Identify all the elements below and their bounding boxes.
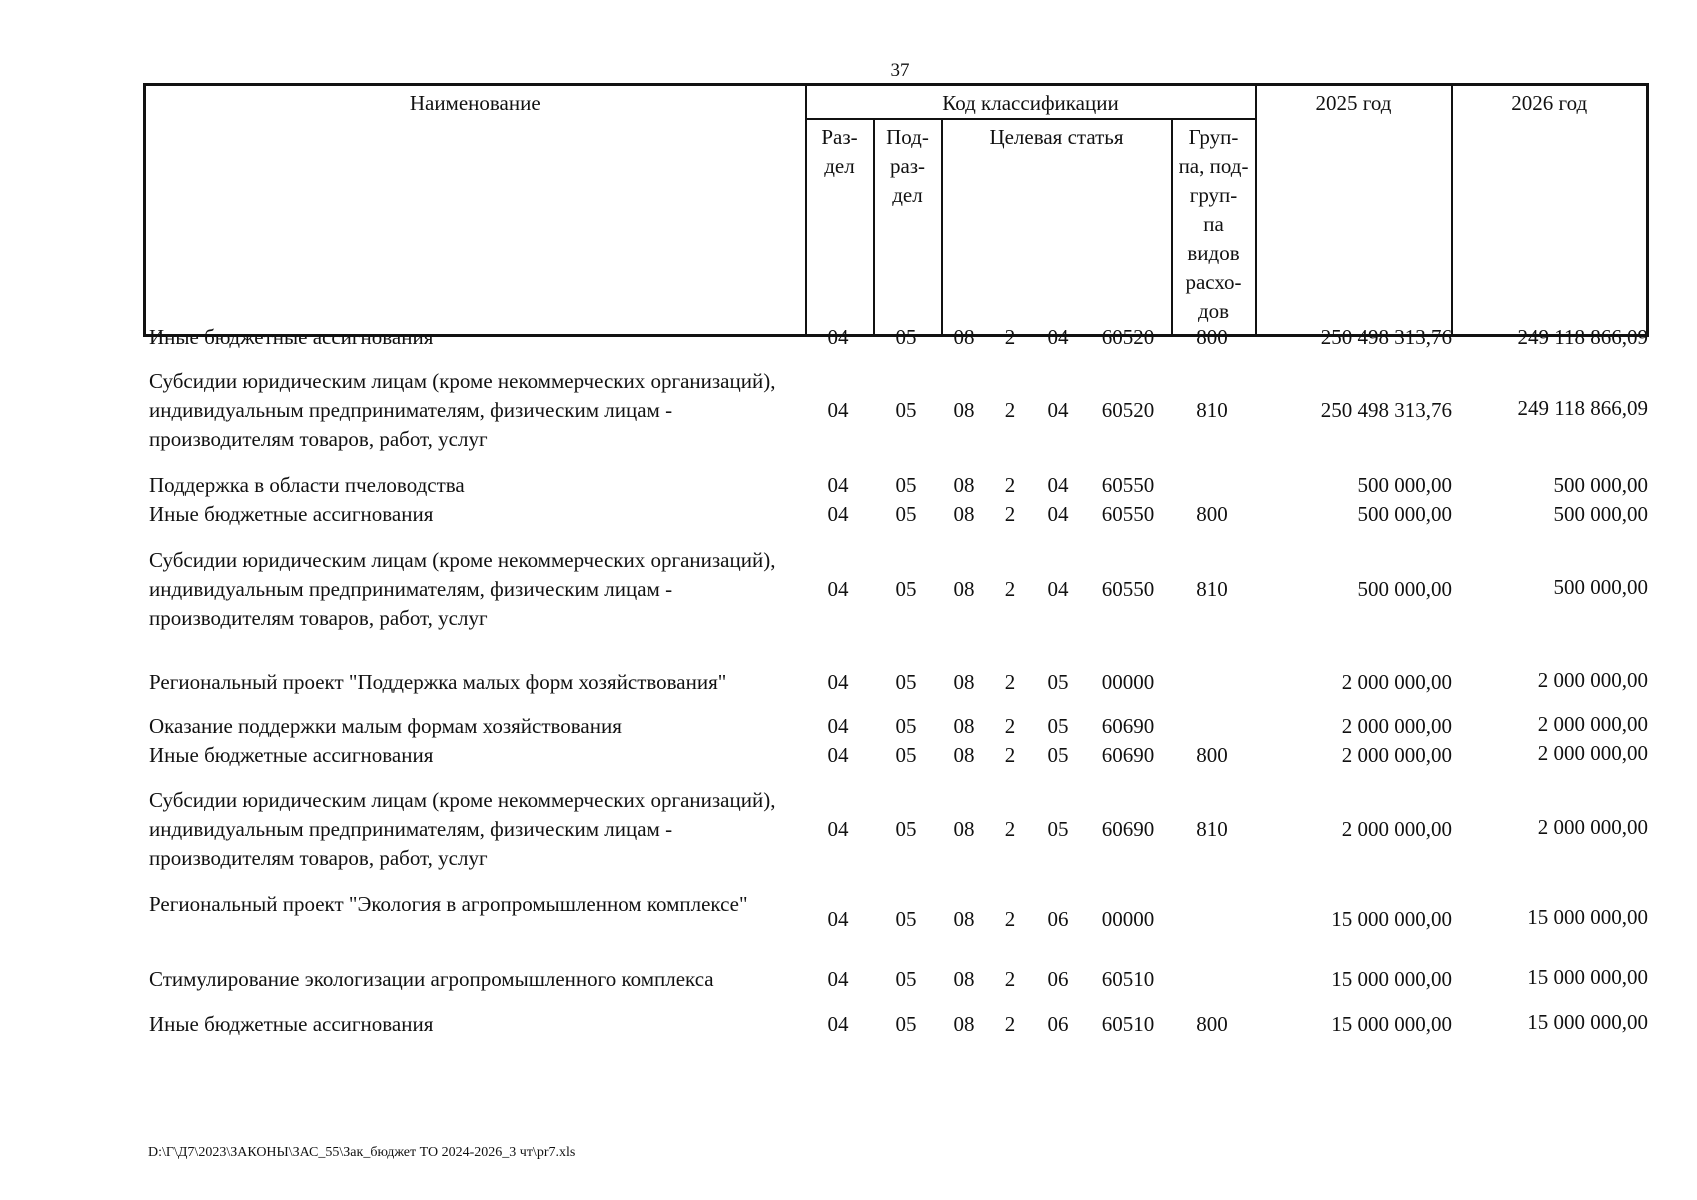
row-amount-2025: 2 000 000,00 [1341, 817, 1452, 841]
row-razdel: 04 [827, 577, 849, 601]
header-name: Наименование [145, 85, 806, 336]
row-expense-group: 810 [1196, 398, 1228, 422]
row-name: Региональный проект "Поддержка малых форм хозяйствования" [149, 670, 727, 694]
row-amount-2025: 15 000 000,00 [1331, 907, 1452, 931]
row-name: Иные бюджетные ассигнования [149, 743, 434, 767]
row-amount-2026: 249 118 866,09 [1517, 325, 1648, 349]
row-target-direction: 60690 [1101, 817, 1155, 841]
row-target-direction: 60520 [1101, 325, 1155, 349]
row-amount-2026: 2 000 000,00 [1537, 712, 1648, 736]
row-podrazdel: 05 [895, 743, 917, 767]
row-amount-2025: 500 000,00 [1357, 502, 1452, 526]
row-target-type: 2 [1004, 714, 1016, 738]
row-target-type: 2 [1004, 743, 1016, 767]
row-expense-group: 800 [1196, 325, 1228, 349]
row-name: Субсидии юридическим лицам (кроме некоммерческих организаций), индивидуальным предпринимателям, физическим лицам - производителям товаров, работ, услуг [149, 369, 776, 451]
row-target-direction: 60690 [1101, 743, 1155, 767]
row-amount-2026: 2 000 000,00 [1537, 815, 1648, 839]
row-razdel: 04 [827, 967, 849, 991]
row-amount-2025: 2 000 000,00 [1341, 670, 1452, 694]
row-podrazdel: 05 [895, 817, 917, 841]
row-target-program: 08 [953, 714, 975, 738]
row-target-direction: 60520 [1101, 398, 1155, 422]
row-razdel: 04 [827, 907, 849, 931]
header-classification-code: Код классификации [806, 85, 1256, 120]
row-amount-2025: 15 000 000,00 [1331, 1012, 1452, 1036]
row-target-subprogram: 06 [1047, 967, 1069, 991]
row-target-direction: 00000 [1101, 907, 1155, 931]
row-target-program: 08 [953, 967, 975, 991]
row-target-program: 08 [953, 473, 975, 497]
row-razdel: 04 [827, 473, 849, 497]
row-razdel: 04 [827, 502, 849, 526]
row-podrazdel: 05 [895, 967, 917, 991]
row-target-direction: 00000 [1101, 670, 1155, 694]
row-target-program: 08 [953, 817, 975, 841]
row-target-type: 2 [1004, 398, 1016, 422]
row-target-subprogram: 04 [1047, 325, 1069, 349]
row-target-direction: 60510 [1101, 967, 1155, 991]
row-amount-2025: 500 000,00 [1357, 577, 1452, 601]
row-amount-2026: 500 000,00 [1553, 473, 1648, 497]
file-path-footer: D:\Г\Д7\2023\ЗАКОНЫ\ЗАС_55\Зак_бюджет ТО 2024-2026_3 чт\pr7.xls [148, 1145, 576, 1160]
row-target-program: 08 [953, 502, 975, 526]
row-razdel: 04 [827, 670, 849, 694]
row-podrazdel: 05 [895, 1012, 917, 1036]
row-target-type: 2 [1004, 967, 1016, 991]
header-razdel: Раз- дел [806, 119, 874, 336]
row-target-direction: 60550 [1101, 577, 1155, 601]
row-target-program: 08 [953, 743, 975, 767]
row-amount-2026: 500 000,00 [1553, 502, 1648, 526]
row-amount-2026: 15 000 000,00 [1527, 965, 1648, 989]
row-target-program: 08 [953, 670, 975, 694]
row-expense-group: 800 [1196, 1012, 1228, 1036]
row-podrazdel: 05 [895, 714, 917, 738]
row-target-type: 2 [1004, 325, 1016, 349]
row-amount-2025: 250 498 313,76 [1320, 398, 1452, 422]
row-target-subprogram: 04 [1047, 502, 1069, 526]
row-target-subprogram: 06 [1047, 907, 1069, 931]
row-name: Поддержка в области пчеловодства [149, 473, 465, 497]
row-amount-2026: 2 000 000,00 [1537, 668, 1648, 692]
row-razdel: 04 [827, 714, 849, 738]
row-amount-2025: 15 000 000,00 [1331, 967, 1452, 991]
row-amount-2026: 249 118 866,09 [1517, 396, 1648, 420]
page-number: 37 [890, 60, 910, 81]
row-target-type: 2 [1004, 907, 1016, 931]
row-target-program: 08 [953, 325, 975, 349]
row-target-program: 08 [953, 907, 975, 931]
header-group: Груп- па, под- груп- па видов расхо- дов [1172, 119, 1256, 336]
row-razdel: 04 [827, 398, 849, 422]
row-name: Оказание поддержки малым формам хозяйствования [149, 714, 622, 738]
row-razdel: 04 [827, 817, 849, 841]
row-podrazdel: 05 [895, 670, 917, 694]
row-target-type: 2 [1004, 670, 1016, 694]
row-amount-2026: 2 000 000,00 [1537, 741, 1648, 765]
row-target-type: 2 [1004, 577, 1016, 601]
row-amount-2026: 15 000 000,00 [1527, 1010, 1648, 1034]
row-name: Иные бюджетные ассигнования [149, 502, 434, 526]
row-target-direction: 60550 [1101, 502, 1155, 526]
row-target-type: 2 [1004, 1012, 1016, 1036]
row-target-subprogram: 05 [1047, 670, 1069, 694]
row-razdel: 04 [827, 743, 849, 767]
row-name: Стимулирование экологизации агропромышленного комплекса [149, 967, 714, 991]
row-name: Иные бюджетные ассигнования [149, 325, 434, 349]
row-target-direction: 60690 [1101, 714, 1155, 738]
row-podrazdel: 05 [895, 398, 917, 422]
row-amount-2025: 2 000 000,00 [1341, 743, 1452, 767]
row-amount-2025: 250 498 313,76 [1320, 325, 1452, 349]
row-target-program: 08 [953, 398, 975, 422]
row-target-program: 08 [953, 577, 975, 601]
row-target-direction: 60510 [1101, 1012, 1155, 1036]
row-target-subprogram: 05 [1047, 714, 1069, 738]
row-podrazdel: 05 [895, 473, 917, 497]
row-target-subprogram: 04 [1047, 398, 1069, 422]
row-amount-2025: 2 000 000,00 [1341, 714, 1452, 738]
row-name: Субсидии юридическим лицам (кроме некоммерческих организаций), индивидуальным предпринимателям, физическим лицам - производителям товаров, работ, услуг [149, 548, 776, 630]
row-target-subprogram: 05 [1047, 817, 1069, 841]
row-amount-2026: 15 000 000,00 [1527, 905, 1648, 929]
header-podrazdel: Под- раз- дел [874, 119, 942, 336]
row-razdel: 04 [827, 325, 849, 349]
row-target-type: 2 [1004, 502, 1016, 526]
row-name: Субсидии юридическим лицам (кроме некоммерческих организаций), индивидуальным предпринимателям, физическим лицам - производителям товаров, работ, услуг [149, 788, 776, 870]
row-podrazdel: 05 [895, 502, 917, 526]
header-year-2026: 2026 год [1452, 85, 1648, 336]
row-amount-2026: 500 000,00 [1553, 575, 1648, 599]
row-target-program: 08 [953, 1012, 975, 1036]
header-target-article: Целевая статья [942, 119, 1172, 336]
row-target-type: 2 [1004, 817, 1016, 841]
row-podrazdel: 05 [895, 325, 917, 349]
row-podrazdel: 05 [895, 577, 917, 601]
row-expense-group: 800 [1196, 502, 1228, 526]
row-expense-group: 810 [1196, 577, 1228, 601]
header-year-2025: 2025 год [1256, 85, 1452, 336]
row-expense-group: 810 [1196, 817, 1228, 841]
row-target-subprogram: 05 [1047, 743, 1069, 767]
row-razdel: 04 [827, 1012, 849, 1036]
row-podrazdel: 05 [895, 907, 917, 931]
row-name: Иные бюджетные ассигнования [149, 1012, 434, 1036]
row-target-direction: 60550 [1101, 473, 1155, 497]
row-expense-group: 800 [1196, 743, 1228, 767]
row-target-subprogram: 04 [1047, 577, 1069, 601]
row-amount-2025: 500 000,00 [1357, 473, 1452, 497]
row-target-subprogram: 04 [1047, 473, 1069, 497]
row-target-type: 2 [1004, 473, 1016, 497]
row-name: Региональный проект "Экология в агропромышленном комплексе" [149, 892, 748, 916]
row-target-subprogram: 06 [1047, 1012, 1069, 1036]
